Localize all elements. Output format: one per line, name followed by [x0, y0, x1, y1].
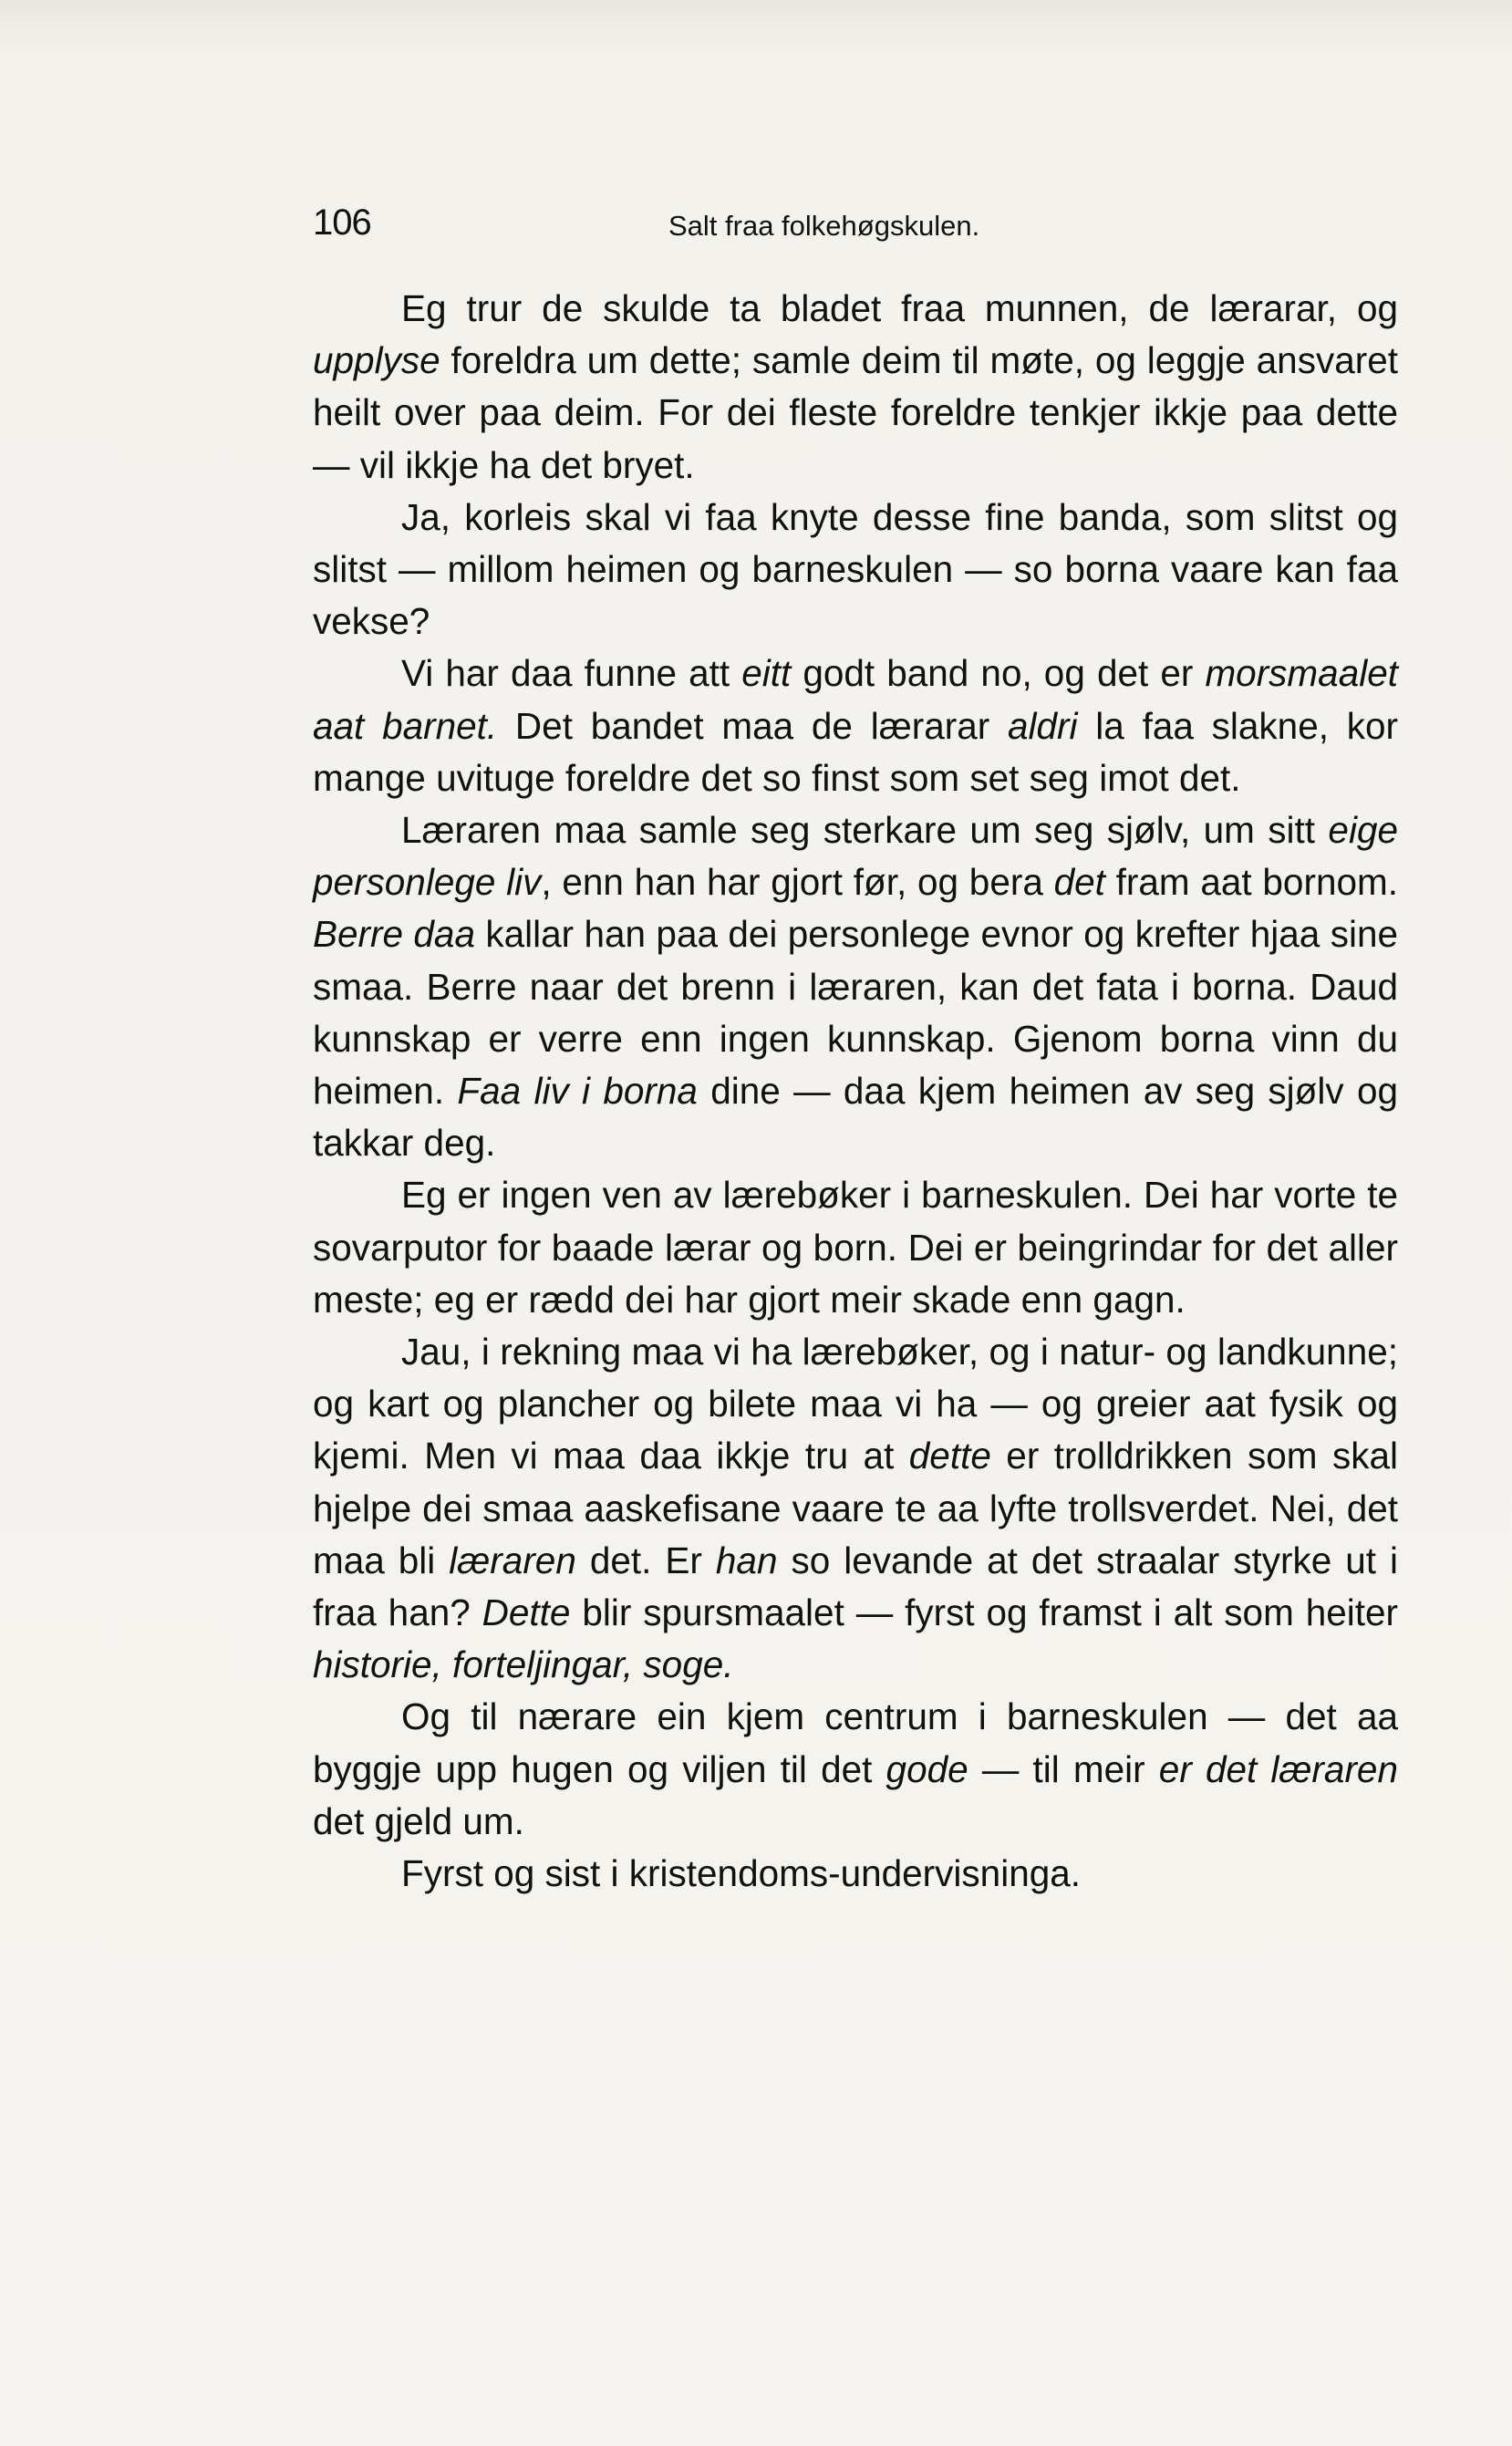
paragraph	[313, 804, 1398, 1169]
italic-run: morsmaalet aat barnet.	[313, 652, 1398, 747]
italic-run: det	[1053, 861, 1105, 904]
italic-run: Berre daa	[313, 913, 475, 956]
text-run: Læraren maa samle seg sterkare um seg sjølv, um sitt	[401, 809, 1329, 852]
italic-run: historie, forteljingar, soge.	[313, 1643, 734, 1686]
text-run: det gjeld um.	[313, 1799, 524, 1842]
paragraph	[313, 1169, 1398, 1326]
italic-run: aldri	[1008, 704, 1078, 747]
page-header	[313, 202, 1398, 257]
text-run: dine — daa kjem heimen av seg sjølv og takkar deg.	[313, 1070, 1398, 1165]
text-run: blir spursmaalet — fyrst og framst i alt som heiter	[570, 1591, 1399, 1634]
text-run: fram aat bornom.	[1104, 861, 1398, 904]
text-run: det. Er	[575, 1539, 716, 1581]
text-run: Eg trur de skulde ta bladet fraa munnen, de lærarar, og	[401, 287, 1398, 329]
italic-run: læraren	[449, 1539, 576, 1581]
italic-run: han	[715, 1539, 778, 1581]
text-run: Og til nærare ein kjem centrum i barneskulen — det aa byggje upp hugen og viljen til det	[313, 1695, 1398, 1790]
text-run: Eg er ingen ven av lærebøker i barneskulen. Dei har vorte te sovarputor for baade lærar og born. Dei er beingrindar for det aller meste; eg er rædd dei har gjort meir skade enn gagn.	[313, 1174, 1398, 1321]
paragraph	[313, 648, 1398, 804]
italic-run: dette	[908, 1435, 991, 1477]
italic-run: eitt	[741, 652, 792, 695]
text-run: Jau, i rekning maa vi ha lærebøker, og i natur- og landkunne; og kart og plancher og bilete maa vi ha — og greier aat fysik og kjemi. Men vi maa daa ikkje tru at	[313, 1331, 1398, 1477]
italic-run: upplyse	[313, 339, 440, 382]
text-run: so levande at det straalar styrke ut i fraa han?	[313, 1539, 1398, 1634]
italic-run: Faa liv i borna	[457, 1070, 698, 1113]
text-run: la faa slakne, kor mange uvituge foreldre det so finst som set seg imot det.	[313, 704, 1398, 799]
italic-run: Dette	[482, 1591, 571, 1634]
text-run: foreldra um dette; samle deim til møte, og leggje ansvaret heilt over paa deim. For dei fleste foreldre tenkjer ikkje paa dette — vil ikkje ha det bryet.	[313, 339, 1398, 486]
paragraph	[313, 492, 1398, 648]
paragraph	[313, 1848, 1398, 1900]
italic-run: er det læraren	[1158, 1747, 1398, 1790]
text-run: kallar han paa dei personlege evnor og krefter hjaa sine smaa. Berre naar det brenn i læraren, kan det fata i borna. Daud kunnskap er verre enn ingen kunnskap. Gjenom borna vinn du heimen.	[313, 913, 1398, 1113]
paragraph	[313, 1326, 1398, 1691]
italic-run: gode	[885, 1747, 968, 1790]
paragraph	[313, 1691, 1398, 1848]
text-run: Ja, korleis skal vi faa knyte desse fine banda, som slitst og slitst — millom heimen og barneskulen — so borna vaare kan faa vekse?	[313, 495, 1398, 643]
text-run: — til meir	[968, 1747, 1159, 1790]
text-run: Fyrst og sist i kristendoms-undervisninga.	[401, 1852, 1082, 1895]
paragraph	[313, 283, 1398, 492]
text-run: Vi har daa funne att	[401, 652, 742, 695]
text-run: er trolldrikken som skal hjelpe dei smaa aaskefisane vaare te aa lyfte trollsverdet. Nei, det maa bli	[313, 1435, 1398, 1581]
running-title: Salt fraa folkehøgskulen.	[668, 210, 980, 242]
text-run: , enn han har gjort før, og bera	[541, 861, 1054, 904]
text-run: godt band no, og det er	[791, 652, 1206, 695]
italic-run: eige personlege liv	[313, 809, 1398, 904]
body-text	[313, 283, 1398, 1900]
page-number: 106	[313, 202, 371, 243]
text-run: Det bandet maa de lærarar	[497, 704, 1008, 747]
